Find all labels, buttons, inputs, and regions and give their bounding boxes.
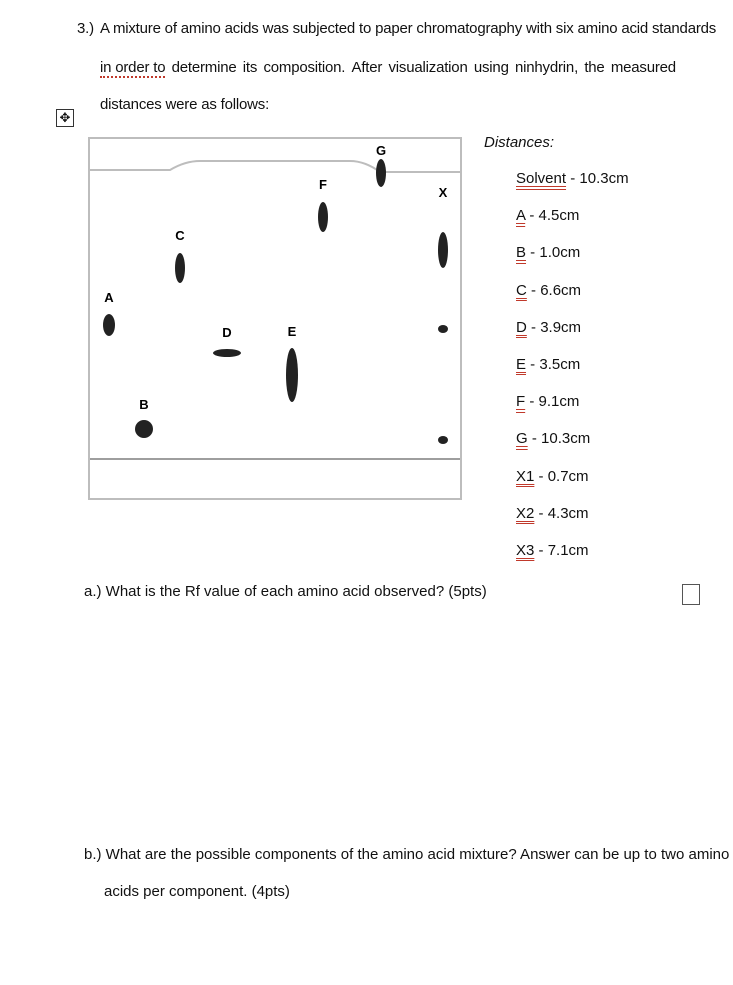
distances-list — [516, 170, 629, 579]
distance-label: G — [516, 430, 528, 448]
label-E: E — [287, 324, 297, 339]
distance-label: Solvent — [516, 170, 567, 187]
spot-D — [213, 349, 241, 357]
distance-value: 4.3cm — [547, 504, 589, 522]
distance-row: Solvent - 10.3cm — [516, 170, 629, 187]
distance-value: 7.1cm — [547, 541, 589, 559]
distance-value: 9.1cm — [538, 393, 580, 411]
solvent-front — [90, 161, 460, 172]
distance-label: X2 — [516, 504, 535, 522]
distance-label: A — [516, 207, 526, 225]
distance-value: 10.3cm — [541, 430, 591, 448]
spot-G — [376, 159, 386, 187]
distance-row: A - 4.5cm — [516, 207, 580, 225]
distance-value: 3.9cm — [540, 318, 582, 336]
distance-row: X3 - 7.1cm — [516, 541, 589, 559]
spot-C — [175, 253, 185, 283]
distance-label: D — [516, 318, 527, 336]
distance-row: D - 3.9cm — [516, 318, 582, 336]
label-B: B — [139, 397, 149, 412]
in-order-to-phrase: in order to — [100, 59, 166, 76]
label-C: C — [175, 228, 185, 243]
distance-label: F — [516, 393, 526, 411]
label-X: X — [438, 185, 448, 200]
word: the — [584, 59, 605, 76]
distance-row: C - 6.6cm — [516, 281, 582, 299]
word: using — [473, 59, 509, 76]
distance-row: X2 - 4.3cm — [516, 504, 589, 522]
distance-label: B — [516, 244, 527, 262]
word: After — [351, 59, 383, 76]
distance-label: X1 — [516, 467, 535, 485]
part-b-question-line2: acids per component. (4pts) — [104, 883, 290, 900]
spot-A — [103, 314, 115, 336]
question-text-line2 — [100, 59, 676, 78]
table-move-handle-icon[interactable]: ✥ — [56, 109, 74, 127]
distance-label: E — [516, 355, 527, 373]
word: visualization — [388, 59, 468, 76]
distance-value: 0.7cm — [547, 467, 589, 485]
distance-value: 10.3cm — [579, 170, 629, 187]
plate-drawing — [90, 139, 460, 498]
label-D: D — [222, 325, 232, 340]
spot-X3 — [438, 232, 448, 268]
distance-row: G - 10.3cm — [516, 430, 591, 448]
question-text-line1: A mixture of amino acids was subjected to paper chromatography with six amino acid standards — [100, 20, 717, 37]
word: ninhydrin, — [515, 59, 579, 76]
spot-E — [286, 348, 298, 402]
distance-row: B - 1.0cm — [516, 244, 581, 262]
question-number: 3.) — [77, 20, 94, 37]
spot-B — [135, 420, 153, 438]
part-b-question-line1: b.) What are the possible components of the amino acid mixture? Answer can be up to two amino — [84, 846, 730, 863]
distance-value: 6.6cm — [540, 281, 582, 299]
answer-checkbox[interactable] — [682, 584, 700, 605]
distance-row: F - 9.1cm — [516, 393, 580, 411]
word: its — [242, 59, 258, 76]
label-F: F — [319, 177, 327, 192]
label-G: G — [375, 143, 387, 158]
spot-F — [318, 202, 328, 232]
distance-label: C — [516, 281, 527, 299]
label-A: A — [104, 290, 114, 305]
spot-X2 — [438, 325, 448, 333]
chromatography-plate — [88, 137, 462, 500]
distances-title: Distances: — [484, 134, 555, 151]
distance-value: 1.0cm — [539, 244, 581, 262]
word: measured — [610, 59, 676, 76]
distance-row: E - 3.5cm — [516, 355, 581, 373]
distance-value: 3.5cm — [539, 355, 581, 373]
distance-label: X3 — [516, 541, 535, 559]
word: composition. — [263, 59, 346, 76]
distance-row: X1 - 0.7cm — [516, 467, 589, 485]
part-a-question: a.) What is the Rf value of each amino acid observed? (5pts) — [84, 583, 487, 600]
spot-X1 — [438, 436, 448, 444]
word: determine — [171, 59, 237, 76]
question-text-line3: distances were as follows: — [100, 96, 270, 113]
distance-value: 4.5cm — [538, 207, 580, 225]
